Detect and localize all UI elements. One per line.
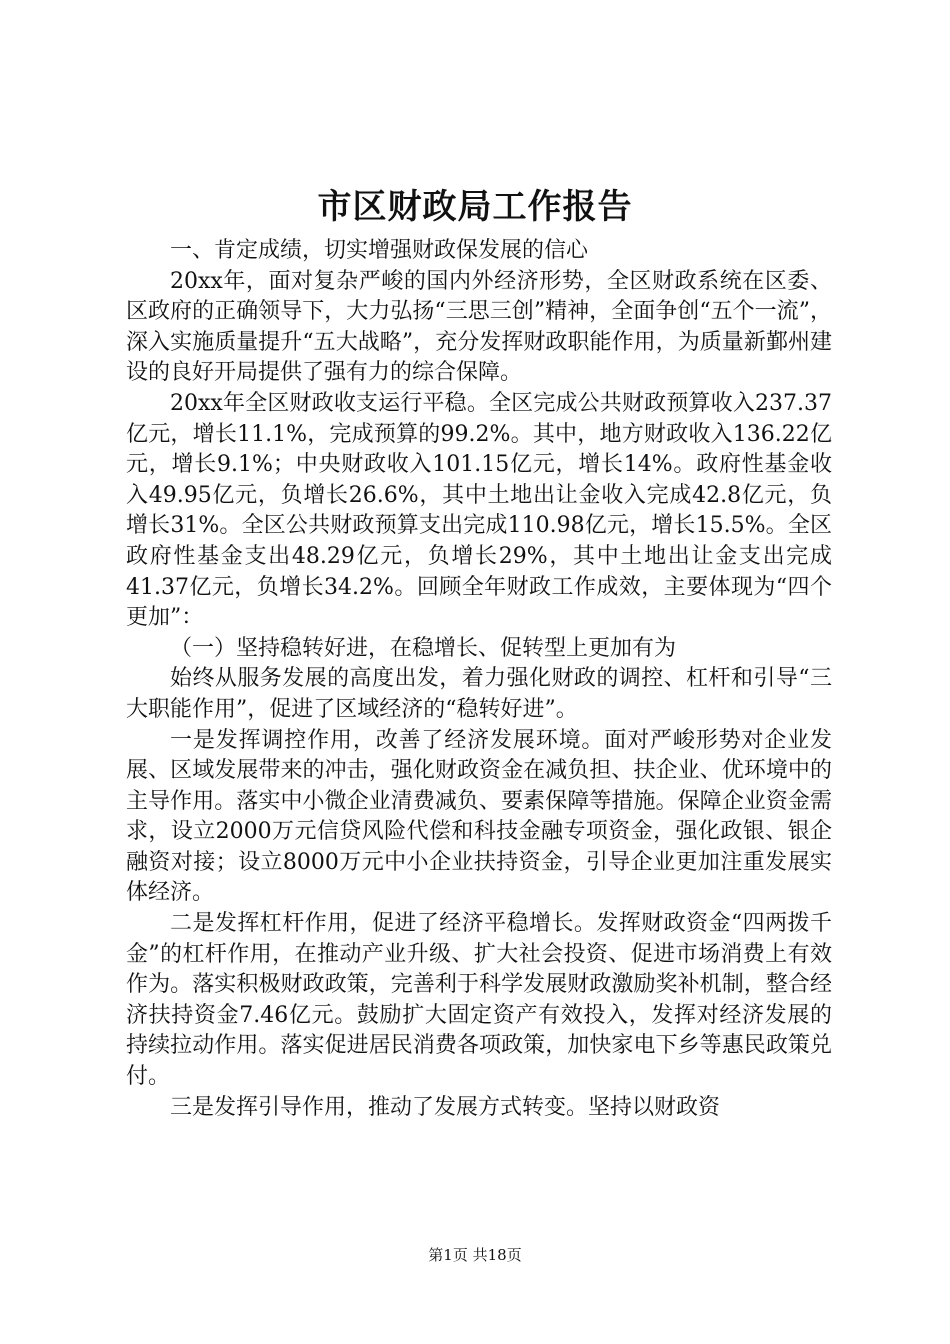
document-title: 市区财政局工作报告 xyxy=(317,187,633,227)
body-paragraph: 20xx年全区财政收支运行平稳。全区完成公共财政预算收入237.37亿元，增长11.1%，完成预算的99.2%。其中，地方财政收入136.22亿元，增长9.1%；中央财政收入101.15亿元，增长14%。政府性基金收入49.95亿元，负增长26.6%，其中土地出让金收入完成42.8亿元，负增长31%。全区公共财政预算支出完成110.98亿元，增长15.5%。全区政府性基金支出48.29亿元，负增长29%，其中土地出让金支出完成41.37亿元，负增长34.2%。回顾全年财政工作成效，主要体现为“四个更加”： xyxy=(126,390,832,631)
body-paragraph: 始终从服务发展的高度出发，着力强化财政的调控、杠杆和引导“三大职能作用”，促进了区域经济的“稳转好进”。 xyxy=(126,666,832,722)
body-paragraph: 二是发挥杠杆作用，促进了经济平稳增长。发挥财政资金“四两拨千金”的杠杆作用，在推动产业升级、扩大社会投资、促进市场消费上有效作为。落实积极财政政策，完善利于科学发展财政激励奖补机制，整合经济扶持资金7.46亿元。鼓励扩大固定资产有效投入，发挥对经济发展的持续拉动作用。落实促进居民消费各项政策，加快家电下乡等惠民政策兑付。 xyxy=(126,911,832,1090)
page-number-footer: 第1页 共18页 xyxy=(428,1246,522,1264)
section-heading: 一、肯定成绩，切实增强财政保发展的信心 xyxy=(170,238,589,263)
subsection-heading: （一）坚持稳转好进，在稳增长、促转型上更加有为 xyxy=(170,635,677,661)
document-body xyxy=(126,236,832,1123)
body-paragraph: 三是发挥引导作用，推动了发展方式转变。坚持以财政资 xyxy=(170,1094,721,1120)
body-paragraph: 20xx年，面对复杂严峻的国内外经济形势，全区财政系统在区委、区政府的正确领导下，大力弘扬“三思三创”精神，全面争创“五个一流”，深入实施质量提升“五大战略”，充分发挥财政职能作用，为质量新鄞州建设的良好开局提供了强有力的综合保障。 xyxy=(126,268,832,386)
body-paragraph: 一是发挥调控作用，改善了经济发展环境。面对严峻形势对企业发展、区域发展带来的冲击，强化财政资金在减负担、扶企业、优环境中的主导作用。落实中小微企业清费减负、要素保障等措施。保障企业资金需求，设立2000万元信贷风险代偿和科技金融专项资金，强化政银、银企融资对接；设立8000万元中小企业扶持资金，引导企业更加注重发展实体经济。 xyxy=(126,727,832,906)
